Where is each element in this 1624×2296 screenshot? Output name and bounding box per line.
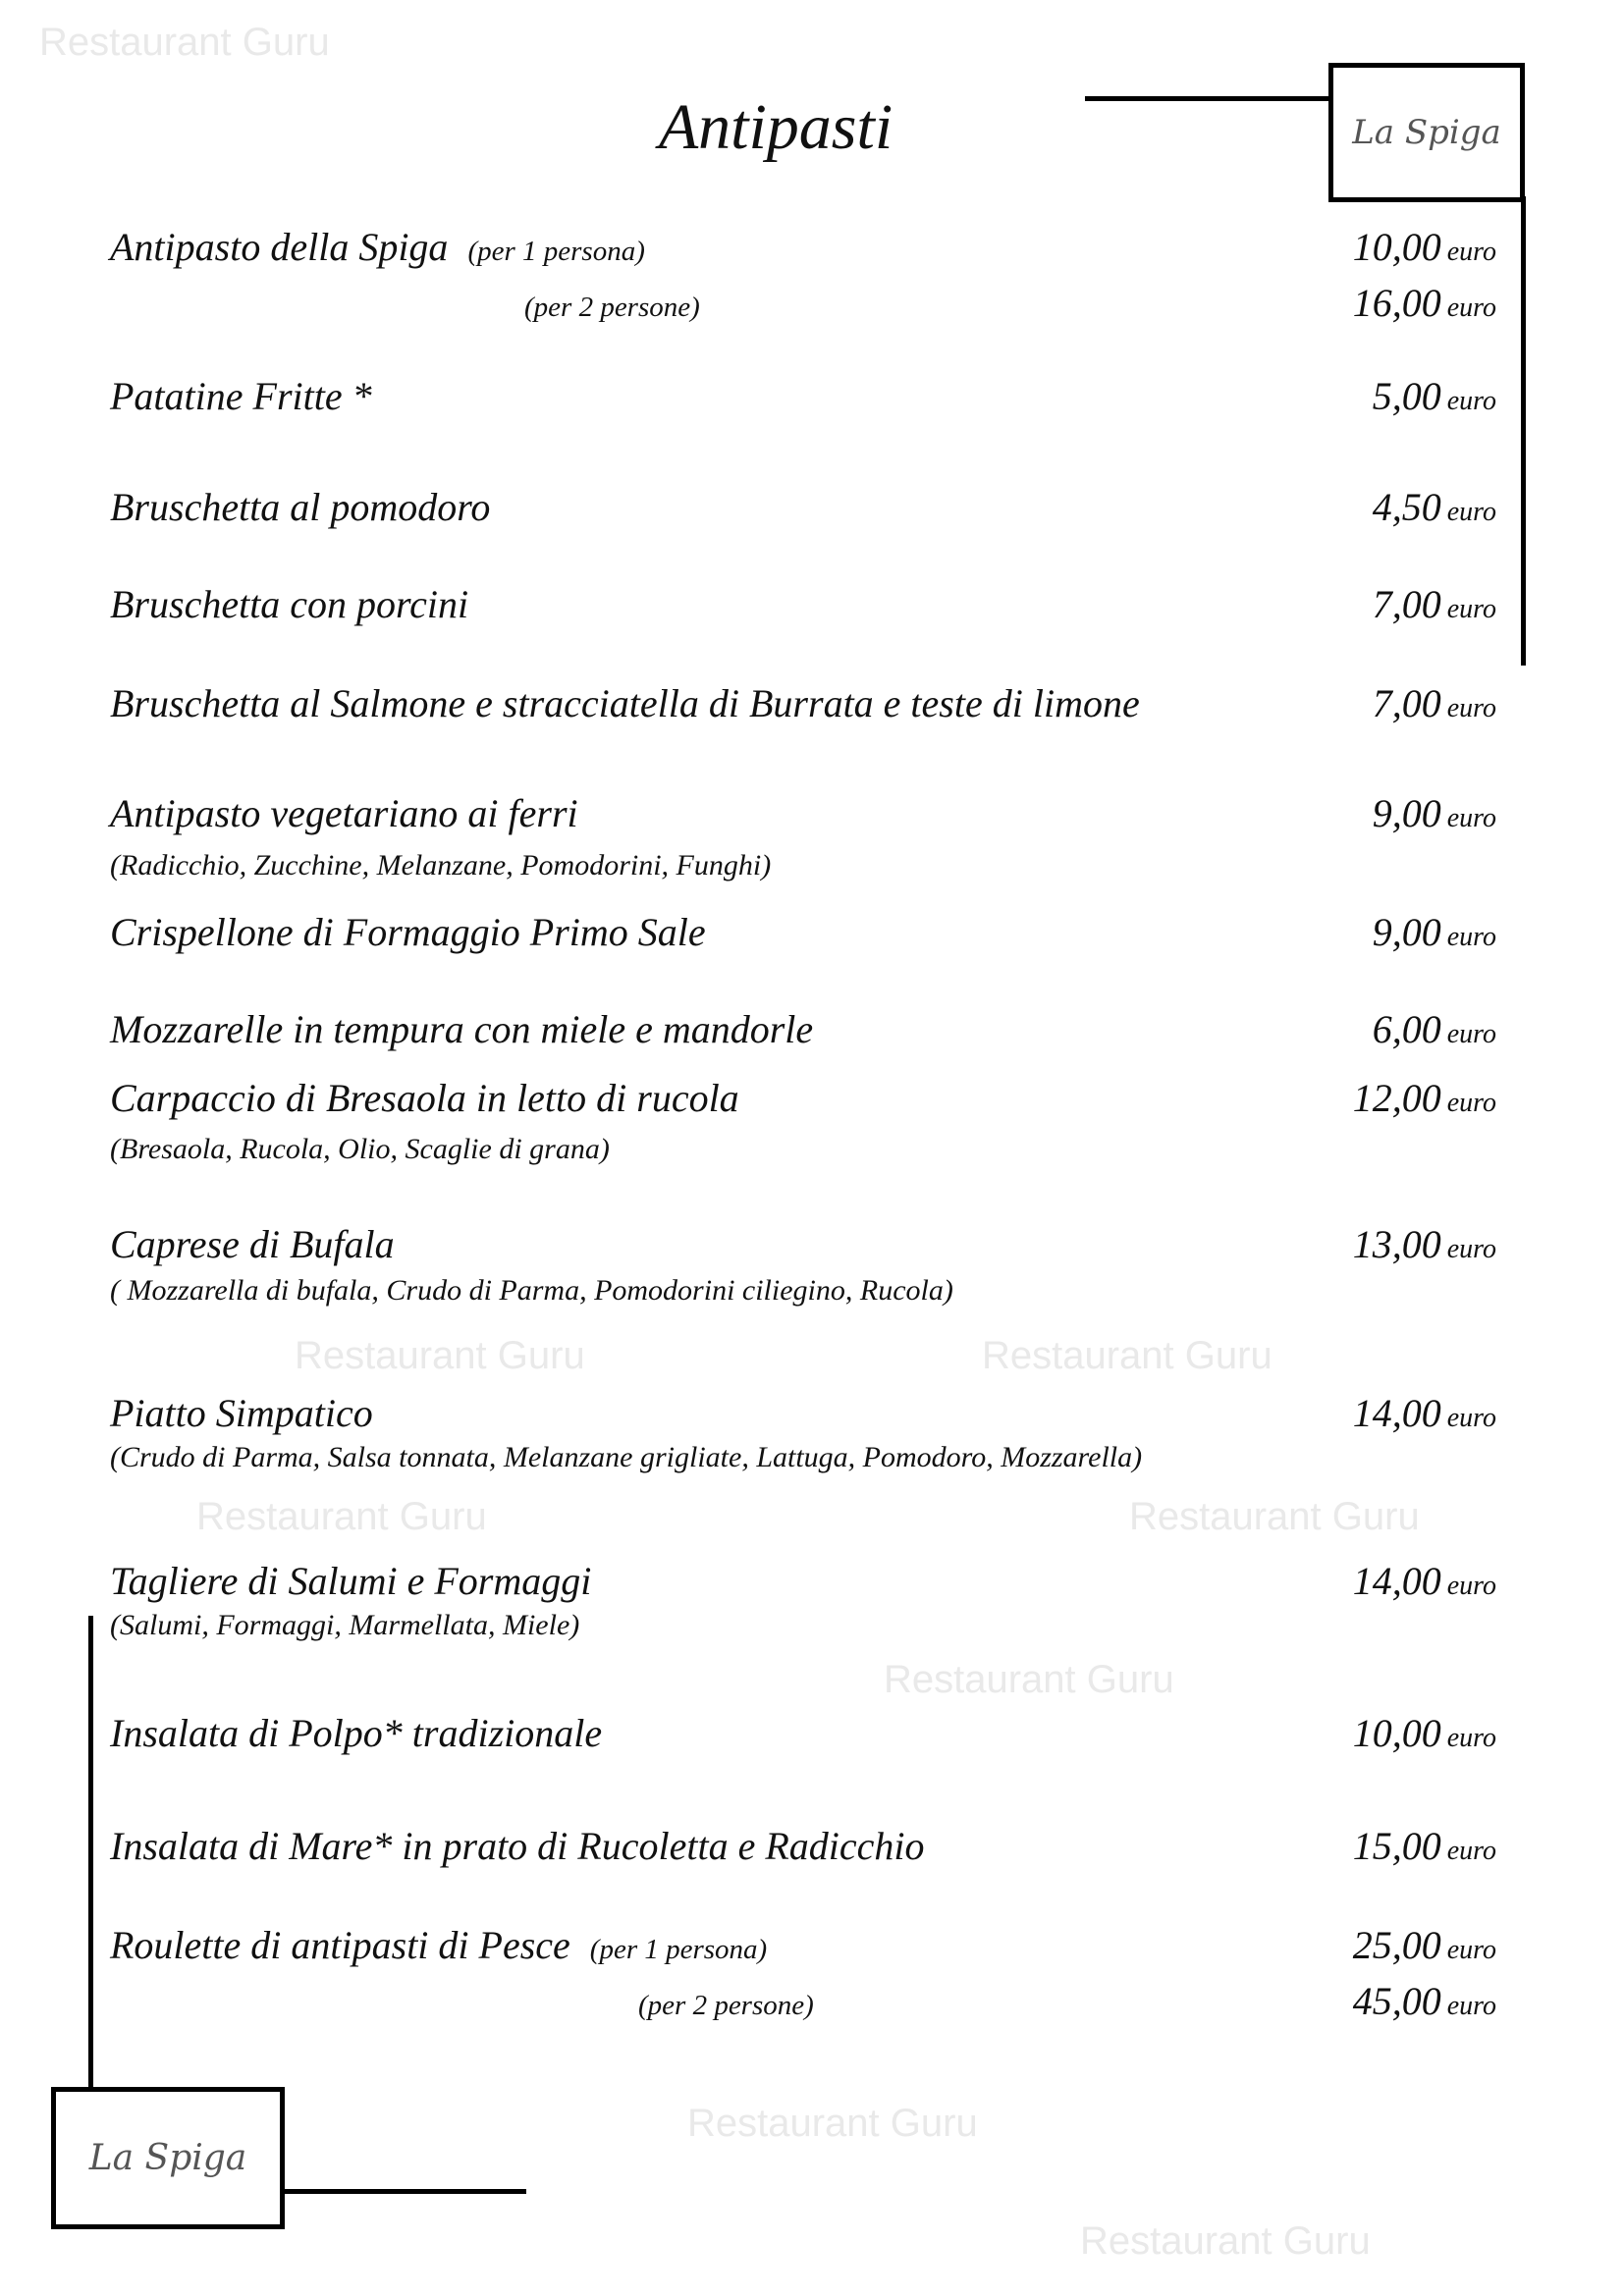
item-name [505,280,700,326]
price-amount: 5,00 [1372,374,1441,418]
price-amount: 45,00 [1352,1979,1441,2023]
item-note: (per 1 persona) [589,1934,768,1965]
item-description: (Salumi, Formaggi, Marmellata, Miele) [110,1609,580,1641]
divider [1521,196,1526,666]
item-name-text: Bruschetta con porcini [110,582,469,626]
item-name [110,1558,591,1604]
item-description: ( Mozzarella di bufala, Crudo di Parma, Pomodorini ciliegino, Rucola) [110,1274,953,1307]
item-name-text: Insalata di Polpo* tradizionale [110,1711,603,1755]
price-amount: 10,00 [1352,225,1441,269]
price-currency: euro [1446,1935,1496,1965]
item-name [619,1978,814,2024]
price-currency: euro [1446,1234,1496,1264]
item-name [110,484,490,530]
price-amount: 9,00 [1372,910,1441,954]
item-price [1353,1558,1496,1604]
menu-item [110,1006,1496,1055]
item-price [1353,280,1496,326]
menu-item [110,909,1496,958]
item-name-text: Bruschetta al Salmone e stracciatella di Burrata e teste di limone [110,681,1140,725]
item-price [1353,1922,1496,1968]
page-title: Antipasti [658,91,893,163]
item-price [1353,1390,1496,1436]
item-description: (Radicchio, Zucchine, Melanzane, Pomodorini, Funghi) [110,849,772,881]
price-currency: euro [1446,1403,1496,1433]
price-currency: euro [1446,386,1496,416]
item-price [1353,1978,1496,2024]
price-amount: 25,00 [1352,1923,1441,1967]
menu-item [110,1978,1496,2027]
item-name [110,1710,602,1756]
watermark: Restaurant Guru [884,1658,1174,1701]
watermark: Restaurant Guru [982,1334,1272,1377]
price-amount: 14,00 [1352,1391,1441,1435]
item-name-text: Crispellone di Formaggio Primo Sale [110,910,706,954]
item-price [1373,790,1496,836]
menu-item [110,1558,1496,1607]
price-currency: euro [1446,497,1496,527]
menu-item [110,1390,1496,1439]
price-currency: euro [1446,1991,1496,2021]
item-name-text: Tagliere di Salumi e Formaggi [110,1559,592,1603]
menu-item [110,1075,1496,1124]
menu-item [110,484,1496,533]
item-name-text: Mozzarelle in tempura con miele e mandorle [110,1007,814,1051]
item-price [1353,1823,1496,1869]
item-name-text: Piatto Simpatico [110,1391,373,1435]
item-price [1373,909,1496,955]
menu-item [110,1710,1496,1759]
menu-item [110,1221,1496,1270]
item-name [110,1006,813,1052]
item-name [110,909,706,955]
price-currency: euro [1446,1723,1496,1753]
menu-item [110,373,1496,422]
price-amount: 13,00 [1352,1222,1441,1266]
item-price [1373,373,1496,419]
price-currency: euro [1446,693,1496,723]
item-name-text: Carpaccio di Bresaola in letto di rucola [110,1076,739,1120]
menu-item [110,1823,1496,1872]
item-price [1373,484,1496,530]
item-name-text: Antipasto della Spiga [110,225,449,269]
item-note: (per 1 persona) [467,236,645,267]
menu-item [110,790,1496,839]
item-name [110,1390,373,1436]
price-currency: euro [1446,594,1496,624]
price-amount: 7,00 [1372,681,1441,725]
item-name [110,1075,739,1121]
menu-item [110,1922,1496,1971]
price-currency: euro [1446,1571,1496,1601]
price-amount: 7,00 [1372,582,1441,626]
item-description: (Bresaola, Rucola, Olio, Scaglie di grana) [110,1133,610,1165]
logo-top: La Spiga [1328,63,1525,202]
item-name [110,1922,767,1968]
item-note: (per 2 persone) [638,1990,814,2021]
item-price [1353,1221,1496,1267]
price-amount: 10,00 [1352,1711,1441,1755]
price-amount: 12,00 [1352,1076,1441,1120]
item-price [1373,680,1496,726]
menu-item [110,581,1496,630]
menu-item [110,224,1496,273]
price-amount: 4,50 [1372,485,1441,529]
price-amount: 6,00 [1372,1007,1441,1051]
item-name-text: Antipasto vegetariano ai ferri [110,791,578,835]
item-name-text: Caprese di Bufala [110,1222,395,1266]
price-currency: euro [1446,1088,1496,1118]
item-name-text: Bruschetta al pomodoro [110,485,491,529]
item-description: (Crudo di Parma, Salsa tonnata, Melanzane grigliate, Lattuga, Pomodoro, Mozzarella) [110,1441,1143,1473]
item-name-text: Roulette di antipasti di Pesce [110,1923,570,1967]
price-amount: 15,00 [1352,1824,1441,1868]
item-name [110,1823,925,1869]
price-currency: euro [1446,803,1496,833]
price-currency: euro [1446,922,1496,952]
menu-item [110,680,1496,729]
watermark: Restaurant Guru [687,2102,978,2145]
item-name-text: Patatine Fritte * [110,374,372,418]
item-price [1353,1710,1496,1756]
logo-bottom: La Spiga [51,2087,285,2229]
watermark: Restaurant Guru [295,1334,585,1377]
price-amount: 14,00 [1352,1559,1441,1603]
item-name [110,373,372,419]
divider [281,2189,526,2194]
watermark: Restaurant Guru [1129,1495,1420,1538]
divider [88,1616,93,2089]
item-price [1353,1075,1496,1121]
price-currency: euro [1446,1836,1496,1866]
price-currency: euro [1446,293,1496,323]
price-currency: euro [1446,1019,1496,1049]
price-amount: 9,00 [1372,791,1441,835]
watermark: Restaurant Guru [39,21,330,64]
item-price [1373,1006,1496,1052]
menu-item [110,280,1496,329]
divider [1085,96,1330,101]
watermark: Restaurant Guru [1080,2219,1371,2263]
item-price [1353,224,1496,270]
item-price [1373,581,1496,627]
item-name-text: Insalata di Mare* in prato di Rucoletta e Radicchio [110,1824,925,1868]
item-name [110,581,468,627]
price-currency: euro [1446,237,1496,267]
item-name [110,224,645,270]
watermark: Restaurant Guru [196,1495,487,1538]
item-note: (per 2 persone) [524,292,700,323]
item-name [110,790,578,836]
item-name [110,680,1140,726]
item-name [110,1221,395,1267]
price-amount: 16,00 [1352,281,1441,325]
